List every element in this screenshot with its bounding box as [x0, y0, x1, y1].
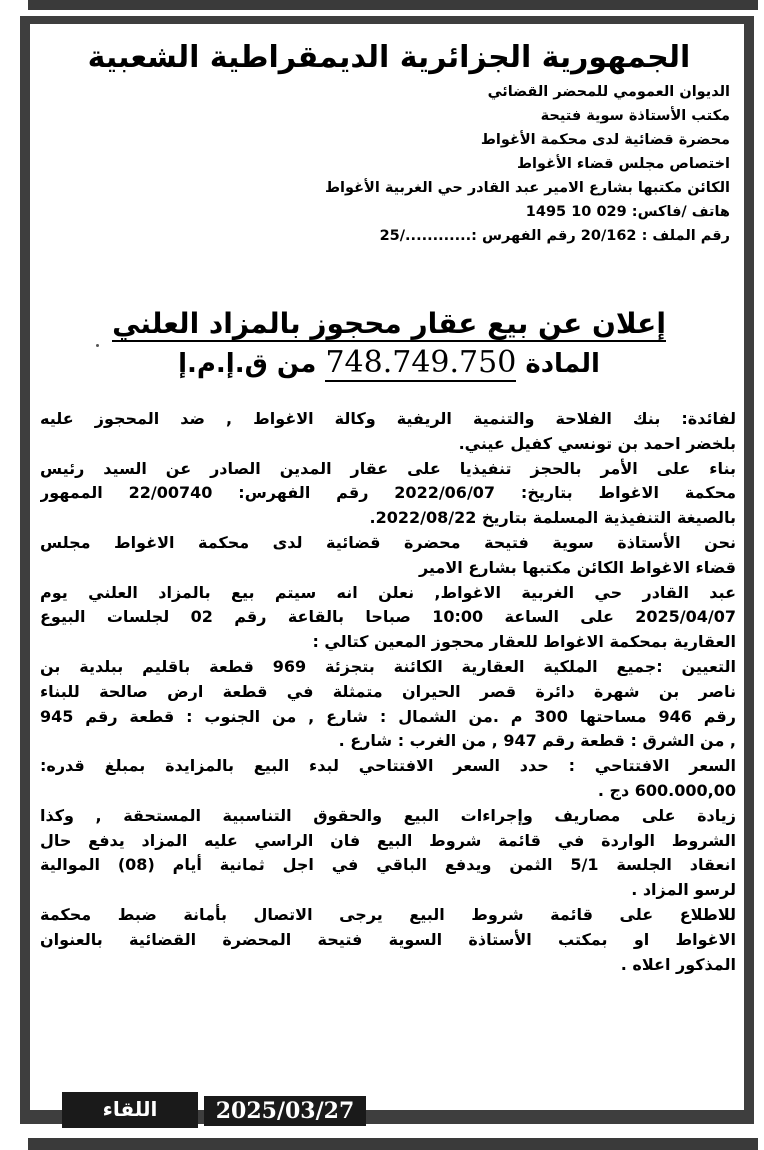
header-line: اختصاص مجلس قضاء الأغواط — [517, 156, 730, 172]
body-line: 600.000,00 دج . — [597, 780, 736, 800]
body-line: المذكور اعلاه . — [620, 954, 736, 974]
body-line: , من الشرق : قطعة رقم 947 , من الغرب : شارع . — [338, 731, 736, 751]
bottom-rule — [28, 1138, 758, 1150]
publication-date: 2025/03/27 — [204, 1096, 366, 1126]
body-line: للاطلاع على قائمة شروط البيع يرجى الاتصال بأمانة ضبط محكمة — [40, 904, 736, 924]
body-line: التعيين :جميع الملكية العقارية الكائنة بتجزئة 969 قطعة باقليم ببلدية بن — [40, 656, 736, 676]
header-line: رقم الملف : 20/162 رقم الفهرس :............/25 — [379, 228, 730, 244]
body-line: الشروط الواردة في قائمة شروط البيع فان الراسي عليه المزاد يدفع حال — [40, 830, 736, 850]
body-line: بلخضر احمد بن تونسي كفيل عيني. — [458, 433, 736, 453]
body-line: العقارية بمحكمة الاغواط للعقار محجوز المعين كتالي : — [312, 632, 736, 652]
body-line: نحن الأستاذة سوية فتيحة محضرة قضائية لدى محكمة الاغواط مجلس — [40, 532, 736, 552]
body-line: بناء على الأمر بالحجز تنفيذيا على عقار المدين الصادر عن السيد رئيس — [40, 458, 736, 478]
header-line: الكائن مكتبها بشارع الامير عبد القادر حي الغربية الأغواط — [325, 180, 730, 196]
notice-content — [38, 28, 740, 977]
body-line: عبد القادر حي الغربية الاغواط, نعلن انه سيتم بيع بالمزاد العلني يوم — [40, 582, 736, 602]
article-label: المادة — [525, 349, 600, 379]
office-header — [38, 80, 740, 248]
republic-heading: الجمهورية الجزائرية الديمقراطية الشعبية — [87, 40, 691, 75]
notice-title — [38, 304, 740, 344]
header-line: هاتف /فاكس: 029 10 1495 — [525, 204, 730, 220]
body-line: 2025/04/07 على الساعة 10:00 صباحا بالقاعة رقم 02 لجلسات البيوع — [40, 607, 736, 627]
body-line: رقم 946 مساحتها 300 م .من الشمال : شارع , من الجنوب : قطعة رقم 945 — [40, 706, 736, 726]
article-reference — [38, 344, 740, 383]
body-line: لفائدة: بنك الفلاحة والتنمية الريفية وكالة الاغواط , ضد المحجوز عليه — [40, 409, 736, 428]
body-line: بالصيغة التنفيذية المسلمة بتاريخ 2022/08/22. — [369, 508, 736, 528]
article-code: من ق.إ.م.إ — [178, 349, 317, 379]
body-line: الاغواط او بمكتب الأستاذة السوية فتيحة المحضرة القضائية بالعنوان — [40, 929, 736, 949]
newspaper-name: اللقاء — [62, 1092, 198, 1128]
top-rule — [28, 0, 758, 10]
notice-title-text: إعلان عن بيع عقار محجوز بالمزاد العلني — [112, 307, 666, 340]
body-line: انعقاد الجلسة 5/1 الثمن ويدفع الباقي في اجل ثمانية أيام (08) الموالية — [40, 855, 736, 875]
body-line: قضاء الاغواط الكائن مكتبها بشارع الامير — [418, 557, 736, 577]
notice-body — [38, 407, 740, 977]
body-line: ناصر بن شهرة دائرة قصر الحيران متمثلة في قطعة ارض صالحة للبناء — [40, 681, 736, 701]
body-line: محكمة الاغواط بتاريخ: 2022/06/07 رقم الفهرس: 22/00740 الممهور — [40, 483, 736, 503]
body-line: السعر الافتتاحي : حدد السعر الافتتاحي لبدء البيع بالمزايدة بمبلغ قدره: — [40, 756, 736, 776]
body-line: لرسو المزاد . — [631, 880, 736, 900]
body-line: زيادة على مصاريف وإجراءات البيع والحقوق التناسبية المستحقة , وكذا — [40, 805, 736, 825]
header-line: مكتب الأستاذة سوية فتيحة — [540, 108, 730, 124]
article-number: 748.749.750 — [325, 345, 517, 380]
header-line: محضرة قضائية لدى محكمة الأغواط — [480, 132, 730, 148]
header-line: الديوان العمومي للمحضر القضائي — [487, 84, 730, 100]
